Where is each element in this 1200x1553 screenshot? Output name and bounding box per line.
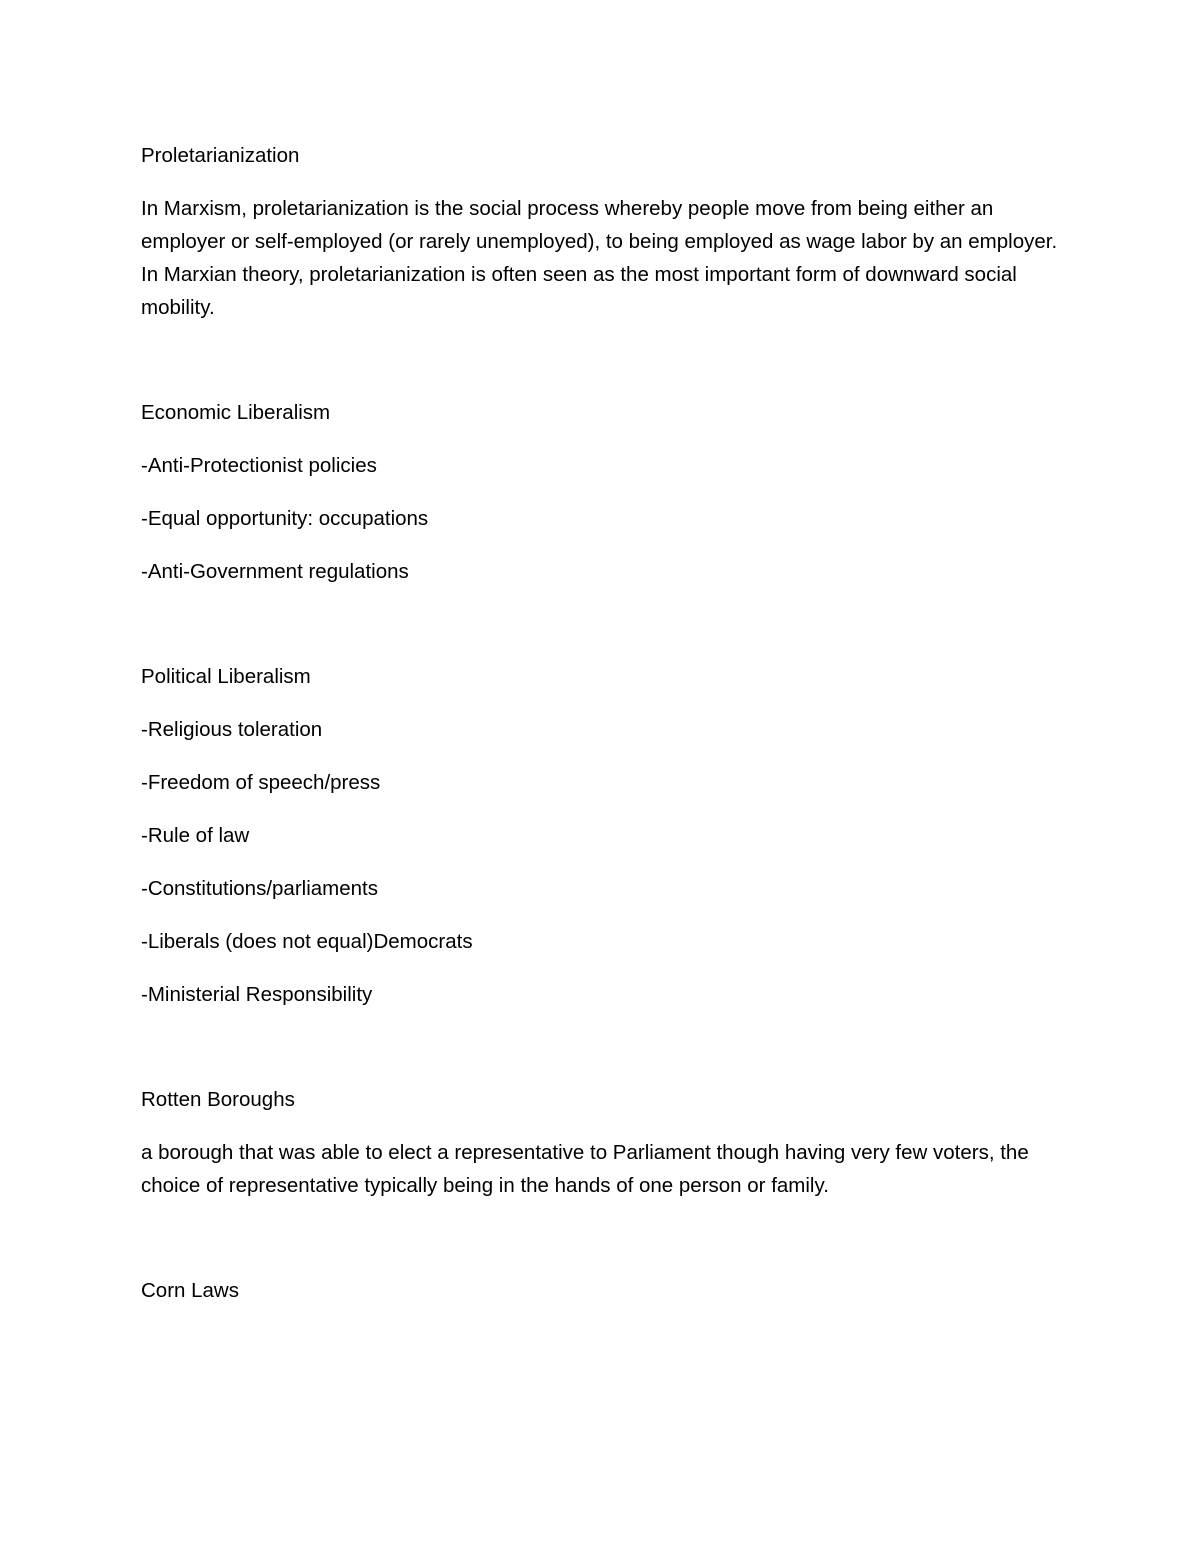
section-title-corn-laws: Corn Laws <box>141 1279 239 1302</box>
document-page <box>141 139 1071 1307</box>
section-title-economic-liberalism: Economic Liberalism <box>141 401 331 424</box>
list-item: -Religious toleration <box>141 718 323 741</box>
section-title-rotten-boroughs: Rotten Boroughs <box>141 1088 295 1111</box>
list-item: -Anti-Protectionist policies <box>141 454 377 477</box>
list-item: -Ministerial Responsibility <box>141 983 373 1006</box>
list-item: -Freedom of speech/press <box>141 771 381 794</box>
section-text-proletarianization: In Marxism, proletarianization is the social process whereby people move from being either an employer or self-employed (or rarely unemployed), to being employed as wage labor by an employer. In Marxian theory, proletarianization is often seen as the most important form of downward social mobility. <box>141 197 1058 319</box>
list-item: -Constitutions/parliaments <box>141 877 378 900</box>
list-item: -Rule of law <box>141 824 250 847</box>
section-text-rotten-boroughs: a borough that was able to elect a representative to Parliament though having very few voters, the choice of representative typically being in the hands of one person or family. <box>141 1141 1029 1197</box>
list-item: -Liberals (does not equal)Democrats <box>141 930 473 953</box>
list-item: -Equal opportunity: occupations <box>141 507 429 530</box>
list-item: -Anti-Government regulations <box>141 560 409 583</box>
section-title-political-liberalism: Political Liberalism <box>141 665 311 688</box>
section-title-proletarianization: Proletarianization <box>141 144 300 167</box>
